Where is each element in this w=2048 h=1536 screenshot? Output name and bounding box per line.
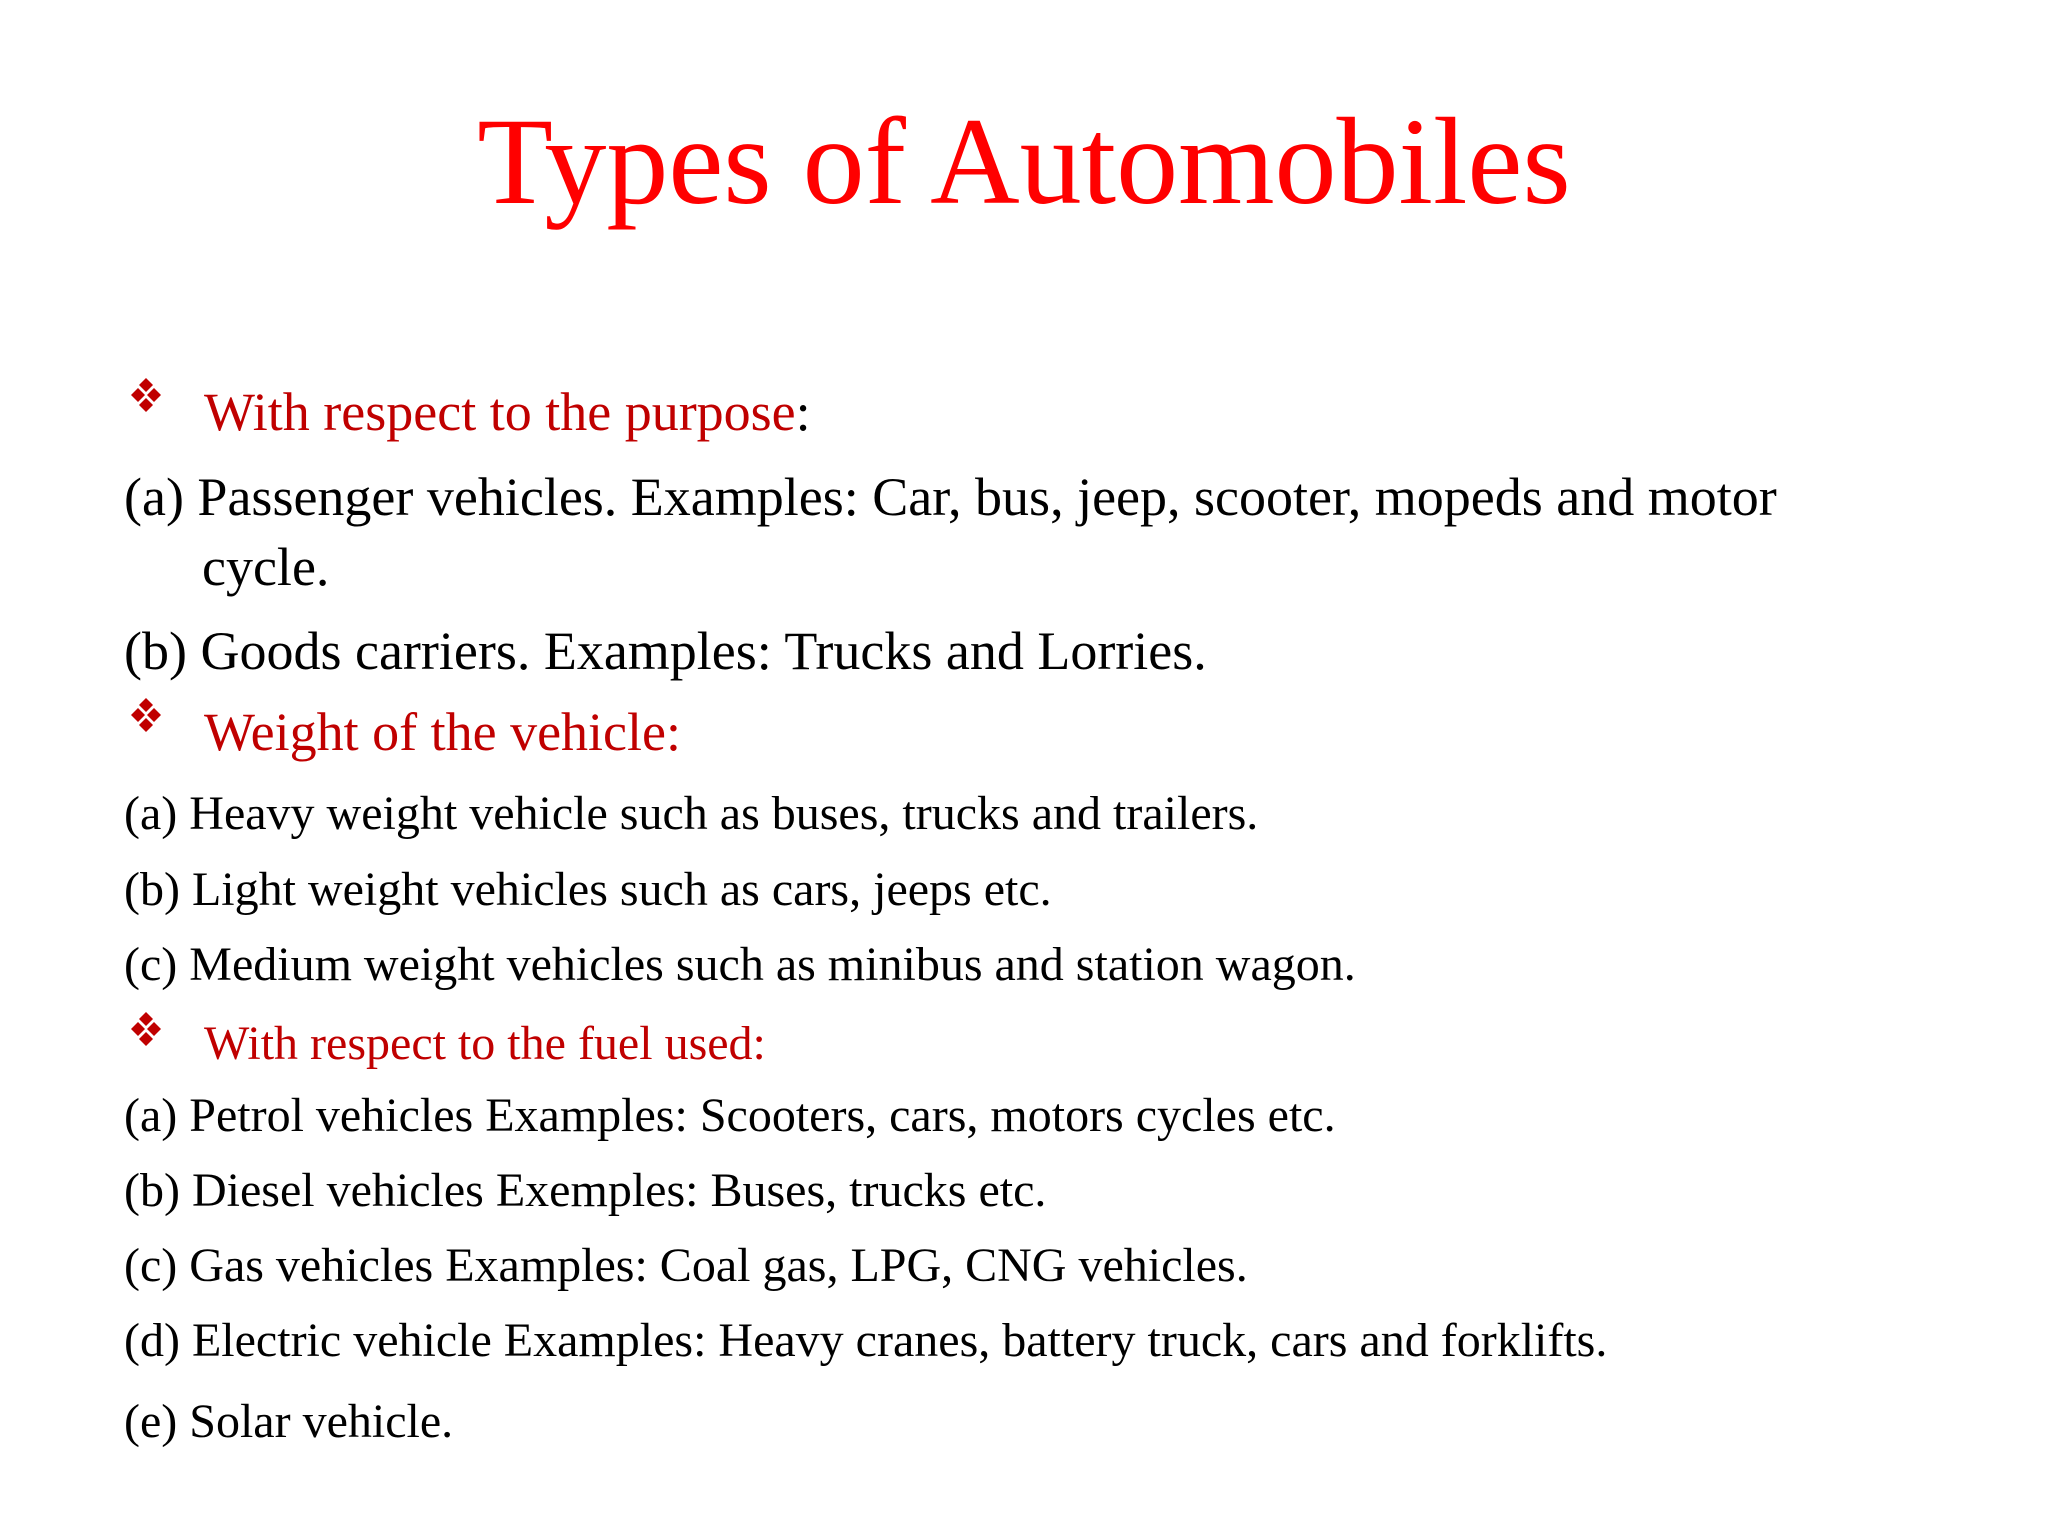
list-item-continuation: cycle.	[202, 537, 330, 597]
list-item: (a) Heavy weight vehicle such as buses, trucks and trailers.	[124, 787, 1259, 840]
list-item: (b) Diesel vehicles Exemples: Buses, trucks etc.	[124, 1164, 1047, 1217]
list-item: (e) Solar vehicle.	[124, 1395, 454, 1448]
heading-label: Weight of the vehicle:	[204, 702, 681, 762]
slide-title: Types of Automobiles	[477, 93, 1571, 230]
heading-label: With respect to the fuel used:	[204, 1017, 766, 1070]
list-item: (c) Gas vehicles Examples: Coal gas, LPG, CNG vehicles.	[124, 1239, 1248, 1292]
list-item: (c) Medium weight vehicles such as minibus and station wagon.	[124, 938, 1356, 991]
heading-colon: :	[795, 382, 811, 442]
four-diamond-bullet-icon	[124, 698, 184, 738]
four-diamond-bullet-icon	[124, 378, 184, 418]
list-item: (a) Petrol vehicles Examples: Scooters, cars, motors cycles etc.	[124, 1089, 1336, 1142]
list-item: (b) Light weight vehicles such as cars, jeeps etc.	[124, 863, 1052, 916]
list-item: (d) Electric vehicle Examples: Heavy cranes, battery truck, cars and forklifts.	[124, 1314, 1608, 1367]
list-item: (a) Passenger vehicles. Examples: Car, bus, jeep, scooter, mopeds and motor	[124, 467, 1777, 527]
heading-label: With respect to the purpose	[204, 382, 796, 442]
list-item: (b) Goods carriers. Examples: Trucks and Lorries.	[124, 621, 1207, 681]
four-diamond-bullet-icon	[124, 1012, 184, 1052]
